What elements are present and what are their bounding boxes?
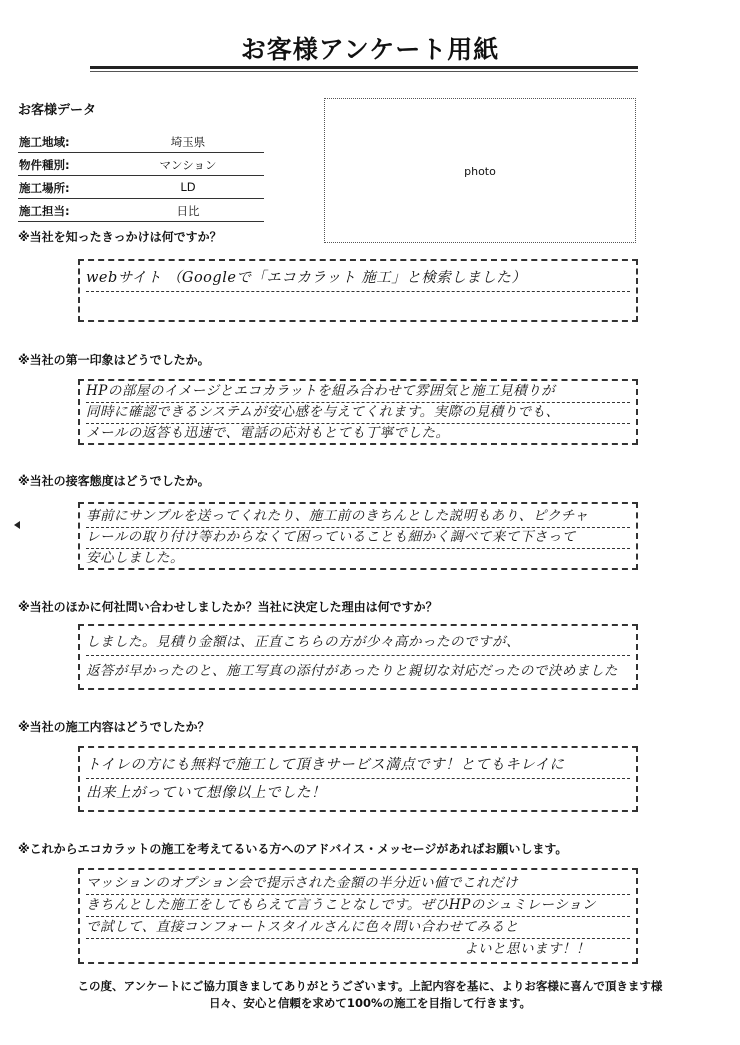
question-advice-message: ※これからエコカラットの施工を考えてるいる方へのアドバイス・メッセージがあればお願いします。	[18, 842, 568, 856]
title-underline	[90, 66, 638, 69]
info-row-location	[18, 176, 264, 199]
info-value: LD	[180, 180, 196, 194]
answer-line: きちんとした施工をしてもらえて言うことなしです。ぜひHPのシュミレーション	[86, 894, 630, 917]
question-other-companies: ※当社のほかに何社問い合わせしましたか？当社に決定した理由は何ですか？	[18, 600, 438, 614]
answer-box-other-companies	[78, 624, 638, 690]
footer-message-line-2: 日々、安心と信頼を求めて100%の施工を目指して行きます。	[208, 996, 532, 1010]
answer-line: 事前にサンプルを送ってくれたり、施工前のきちんとした説明もあり、ピクチャ	[86, 506, 630, 528]
answer-line: 返答が早かったのと、施工写真の添付があったりと親切な対応だったので決めました	[86, 663, 618, 679]
answer-line: 出来上がっていて想像以上でした！	[86, 785, 326, 801]
photo-placeholder	[324, 98, 636, 243]
customer-data-heading: お客様データ	[18, 103, 97, 118]
answer-box-construction-quality	[78, 746, 638, 812]
title-underline-thin	[90, 71, 638, 72]
info-value: 日比	[176, 204, 200, 218]
answer-line: トイレの方にも無料で施工して頂きサービス満点です！とてもキレイに	[86, 752, 630, 779]
info-row-staff	[18, 199, 264, 222]
answer-box-how-found	[78, 259, 638, 322]
answer-line: webサイト （Googleで「エコカラット 施工」と検索しました）	[86, 265, 630, 292]
answer-box-advice-message	[78, 868, 638, 964]
answer-line: 同時に確認できるシステムが安心感を与えてくれます。実際の見積りでも、	[86, 402, 630, 424]
answer-line: マッションのオプション会で提示された金額の半分近い値でこれだけ	[86, 872, 630, 895]
question-first-impression: ※当社の第一印象はどうでしたか。	[18, 353, 210, 367]
info-row-property-type	[18, 153, 264, 176]
answer-line: HPの部屋のイメージとエコカラットを組み合わせて雰囲気と施工見積りが	[86, 381, 630, 403]
footer-message-line-1: この度、アンケートにご協力頂きましてありがとうございます。上記内容を基に、よりお客様に喜んで頂きます様	[77, 979, 663, 993]
answer-line: 安心しました。	[86, 550, 184, 566]
photo-label: photo	[464, 165, 496, 178]
left-arrow-marker-icon	[14, 521, 20, 529]
info-value: マンション	[159, 158, 217, 172]
info-label: 物件種別:	[19, 158, 70, 172]
info-label: 施工地域:	[19, 135, 70, 149]
question-how-found: ※当社を知ったきっかけは何ですか？	[18, 230, 222, 244]
info-row-area	[18, 130, 264, 153]
answer-line	[86, 291, 630, 317]
form-title: お客様アンケート用紙	[240, 35, 500, 64]
question-customer-service: ※当社の接客態度はどうでしたか。	[18, 474, 210, 488]
question-construction-quality: ※当社の施工内容はどうでしたか？	[18, 720, 210, 734]
answer-line: しました。見積り金額は、正直こちらの方が少々高かったのですが、	[86, 629, 630, 656]
info-label: 施工場所:	[19, 181, 70, 195]
answer-box-customer-service	[78, 502, 638, 570]
answer-box-first-impression	[78, 379, 638, 445]
answer-line: メールの返答も迅速で、電話の応対もとても丁寧でした。	[86, 425, 450, 441]
customer-data-table	[18, 130, 264, 222]
info-label: 施工担当:	[19, 204, 70, 218]
answer-line: よいと思います！！	[464, 941, 590, 957]
answer-line: レールの取り付け等わからなくて困っていることも細かく調べて来て下さって	[86, 527, 630, 549]
answer-line: で試して、直接コンフォートスタイルさんに色々問い合わせてみると	[86, 916, 630, 939]
info-value: 埼玉県	[170, 135, 206, 149]
